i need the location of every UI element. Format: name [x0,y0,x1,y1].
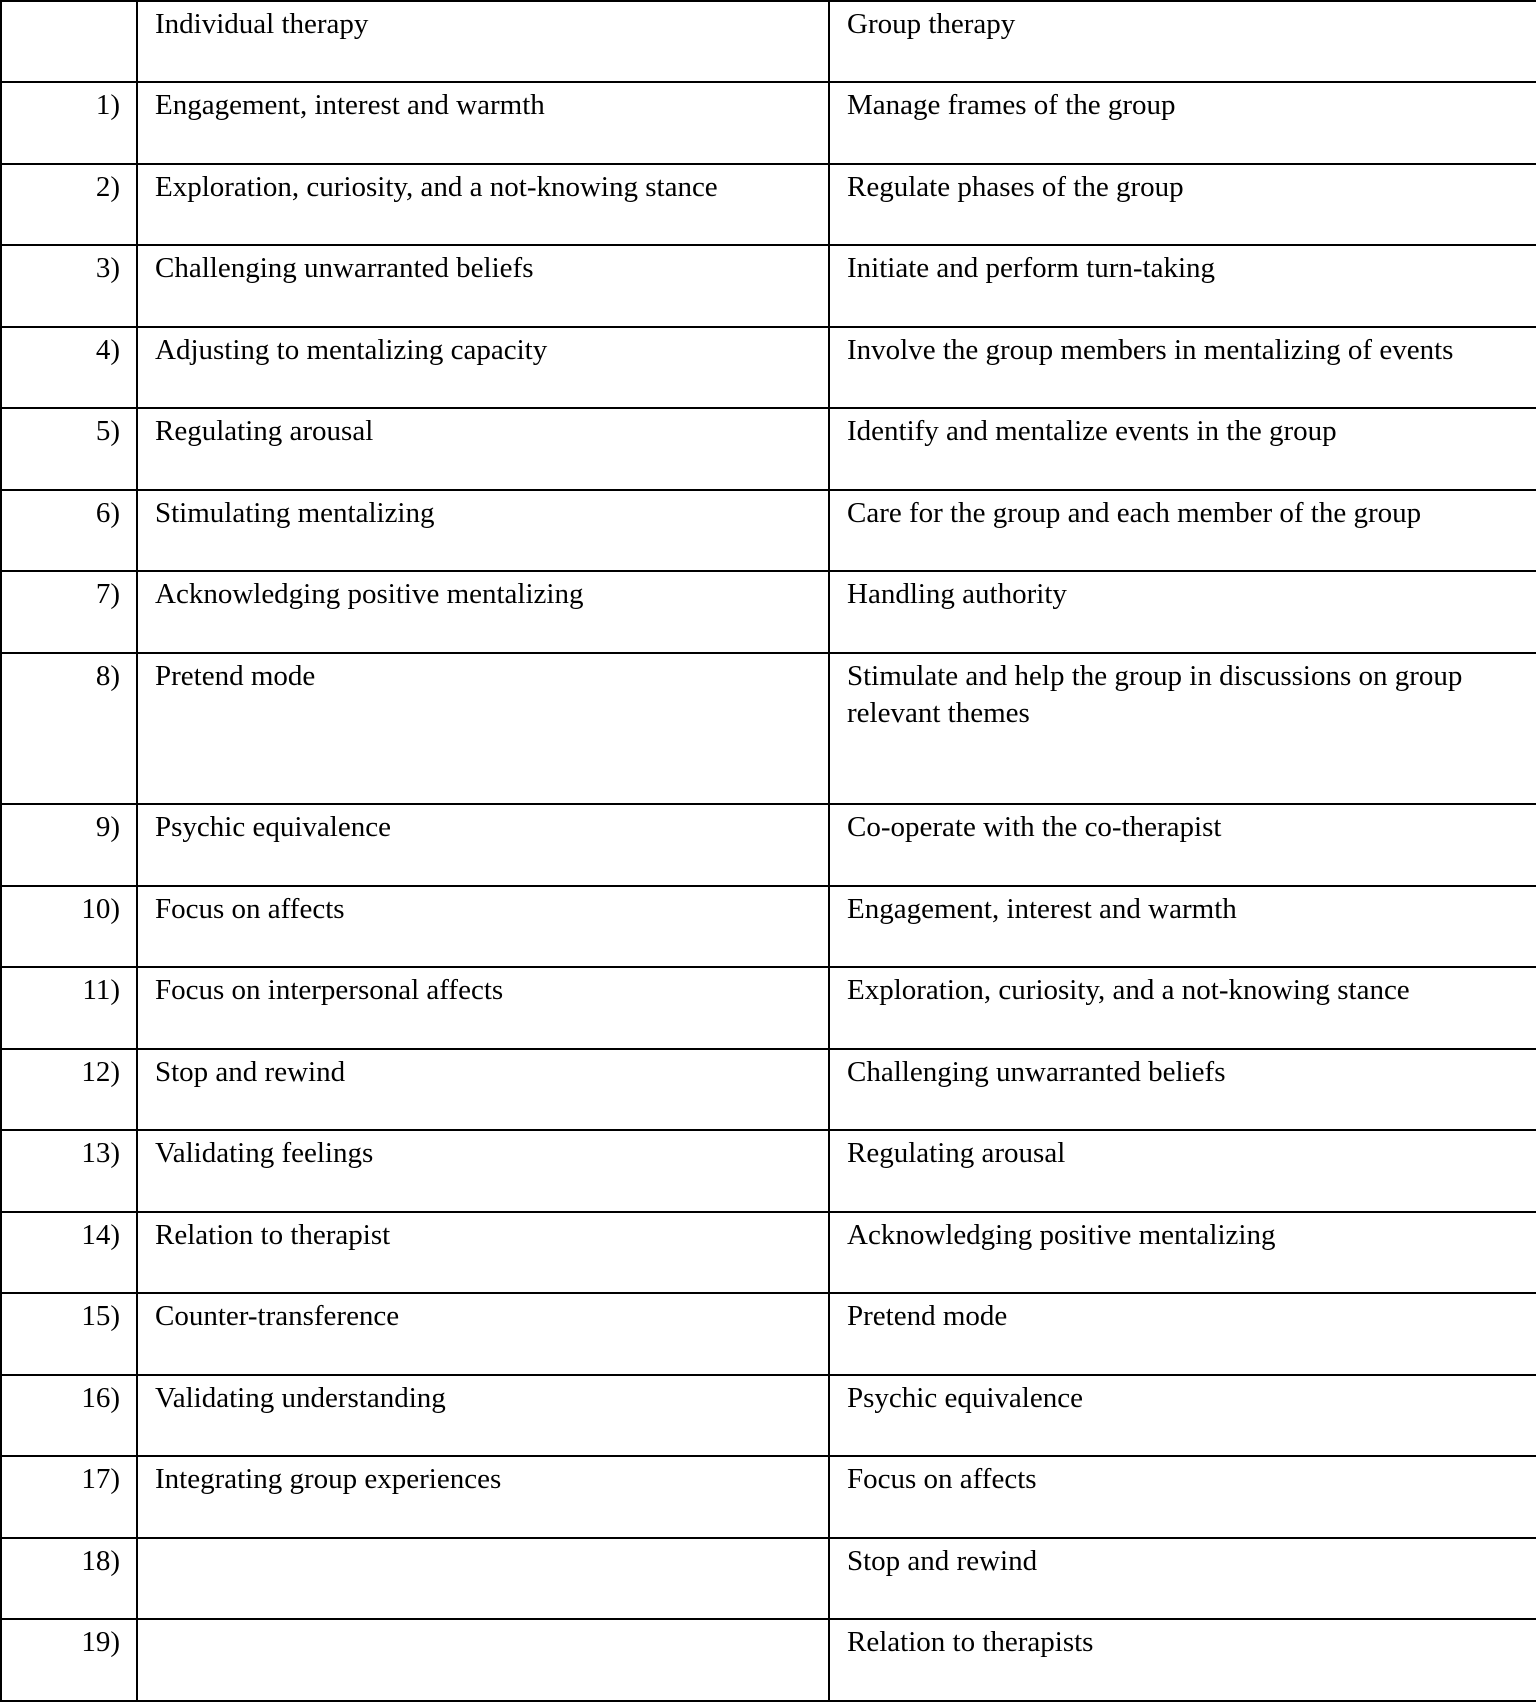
individual-therapy-cell [137,1619,829,1701]
row-number: 5) [1,408,137,489]
individual-therapy-cell: Engagement, interest and warmth [137,82,829,163]
group-therapy-cell: Focus on affects [829,1456,1536,1537]
group-therapy-cell: Relation to therapists [829,1619,1536,1701]
table-row [1,886,1536,967]
group-therapy-cell: Handling authority [829,571,1536,652]
row-number: 1) [1,82,137,163]
table-row [1,1293,1536,1374]
row-number: 15) [1,1293,137,1374]
group-therapy-cell: Involve the group members in mentalizing of events [829,327,1536,408]
table-row [1,1619,1536,1701]
row-number: 18) [1,1538,137,1619]
row-number: 14) [1,1212,137,1293]
table-row [1,1212,1536,1293]
individual-therapy-cell: Stimulating mentalizing [137,490,829,571]
row-number: 12) [1,1049,137,1130]
row-number: 11) [1,967,137,1048]
individual-therapy-cell: Validating feelings [137,1130,829,1211]
row-number: 3) [1,245,137,326]
individual-therapy-cell: Integrating group experiences [137,1456,829,1537]
group-therapy-cell: Pretend mode [829,1293,1536,1374]
table-row [1,804,1536,885]
row-number: 13) [1,1130,137,1211]
individual-therapy-cell: Counter-transference [137,1293,829,1374]
group-therapy-cell: Manage frames of the group [829,82,1536,163]
table-row [1,1538,1536,1619]
individual-therapy-cell: Exploration, curiosity, and a not-knowing stance [137,164,829,245]
individual-therapy-cell: Challenging unwarranted beliefs [137,245,829,326]
row-number: 7) [1,571,137,652]
row-number: 9) [1,804,137,885]
row-number: 8) [1,653,137,805]
individual-therapy-cell [137,1538,829,1619]
individual-therapy-cell: Pretend mode [137,653,829,805]
row-number: 6) [1,490,137,571]
header-individual-therapy: Individual therapy [137,1,829,82]
header-row [1,1,1536,82]
row-number: 10) [1,886,137,967]
table-body [1,1,1536,1701]
group-therapy-cell: Regulate phases of the group [829,164,1536,245]
table-row [1,164,1536,245]
table-row [1,1049,1536,1130]
group-therapy-cell: Stop and rewind [829,1538,1536,1619]
individual-therapy-cell: Validating understanding [137,1375,829,1456]
header-number-cell [1,1,137,82]
individual-therapy-cell: Focus on interpersonal affects [137,967,829,1048]
group-therapy-cell: Identify and mentalize events in the group [829,408,1536,489]
individual-therapy-cell: Stop and rewind [137,1049,829,1130]
table-row [1,245,1536,326]
group-therapy-cell: Initiate and perform turn-taking [829,245,1536,326]
table-row [1,408,1536,489]
group-therapy-cell: Stimulate and help the group in discussions on group relevant themes [829,653,1536,805]
group-therapy-cell: Challenging unwarranted beliefs [829,1049,1536,1130]
table-row [1,967,1536,1048]
individual-therapy-cell: Acknowledging positive mentalizing [137,571,829,652]
row-number: 4) [1,327,137,408]
table-row [1,1130,1536,1211]
header-group-therapy: Group therapy [829,1,1536,82]
group-therapy-cell: Engagement, interest and warmth [829,886,1536,967]
row-number: 16) [1,1375,137,1456]
table-row [1,82,1536,163]
row-number: 2) [1,164,137,245]
group-therapy-cell: Co-operate with the co-therapist [829,804,1536,885]
group-therapy-cell: Acknowledging positive mentalizing [829,1212,1536,1293]
individual-therapy-cell: Adjusting to mentalizing capacity [137,327,829,408]
table-row [1,327,1536,408]
table-row [1,1375,1536,1456]
table-row [1,490,1536,571]
table-row [1,1456,1536,1537]
group-therapy-cell: Psychic equivalence [829,1375,1536,1456]
individual-therapy-cell: Regulating arousal [137,408,829,489]
individual-therapy-cell: Focus on affects [137,886,829,967]
row-number: 19) [1,1619,137,1701]
individual-therapy-cell: Psychic equivalence [137,804,829,885]
group-therapy-cell: Regulating arousal [829,1130,1536,1211]
group-therapy-cell: Exploration, curiosity, and a not-knowing stance [829,967,1536,1048]
table-row [1,571,1536,652]
table-row [1,653,1536,805]
row-number: 17) [1,1456,137,1537]
group-therapy-cell: Care for the group and each member of the group [829,490,1536,571]
individual-therapy-cell: Relation to therapist [137,1212,829,1293]
